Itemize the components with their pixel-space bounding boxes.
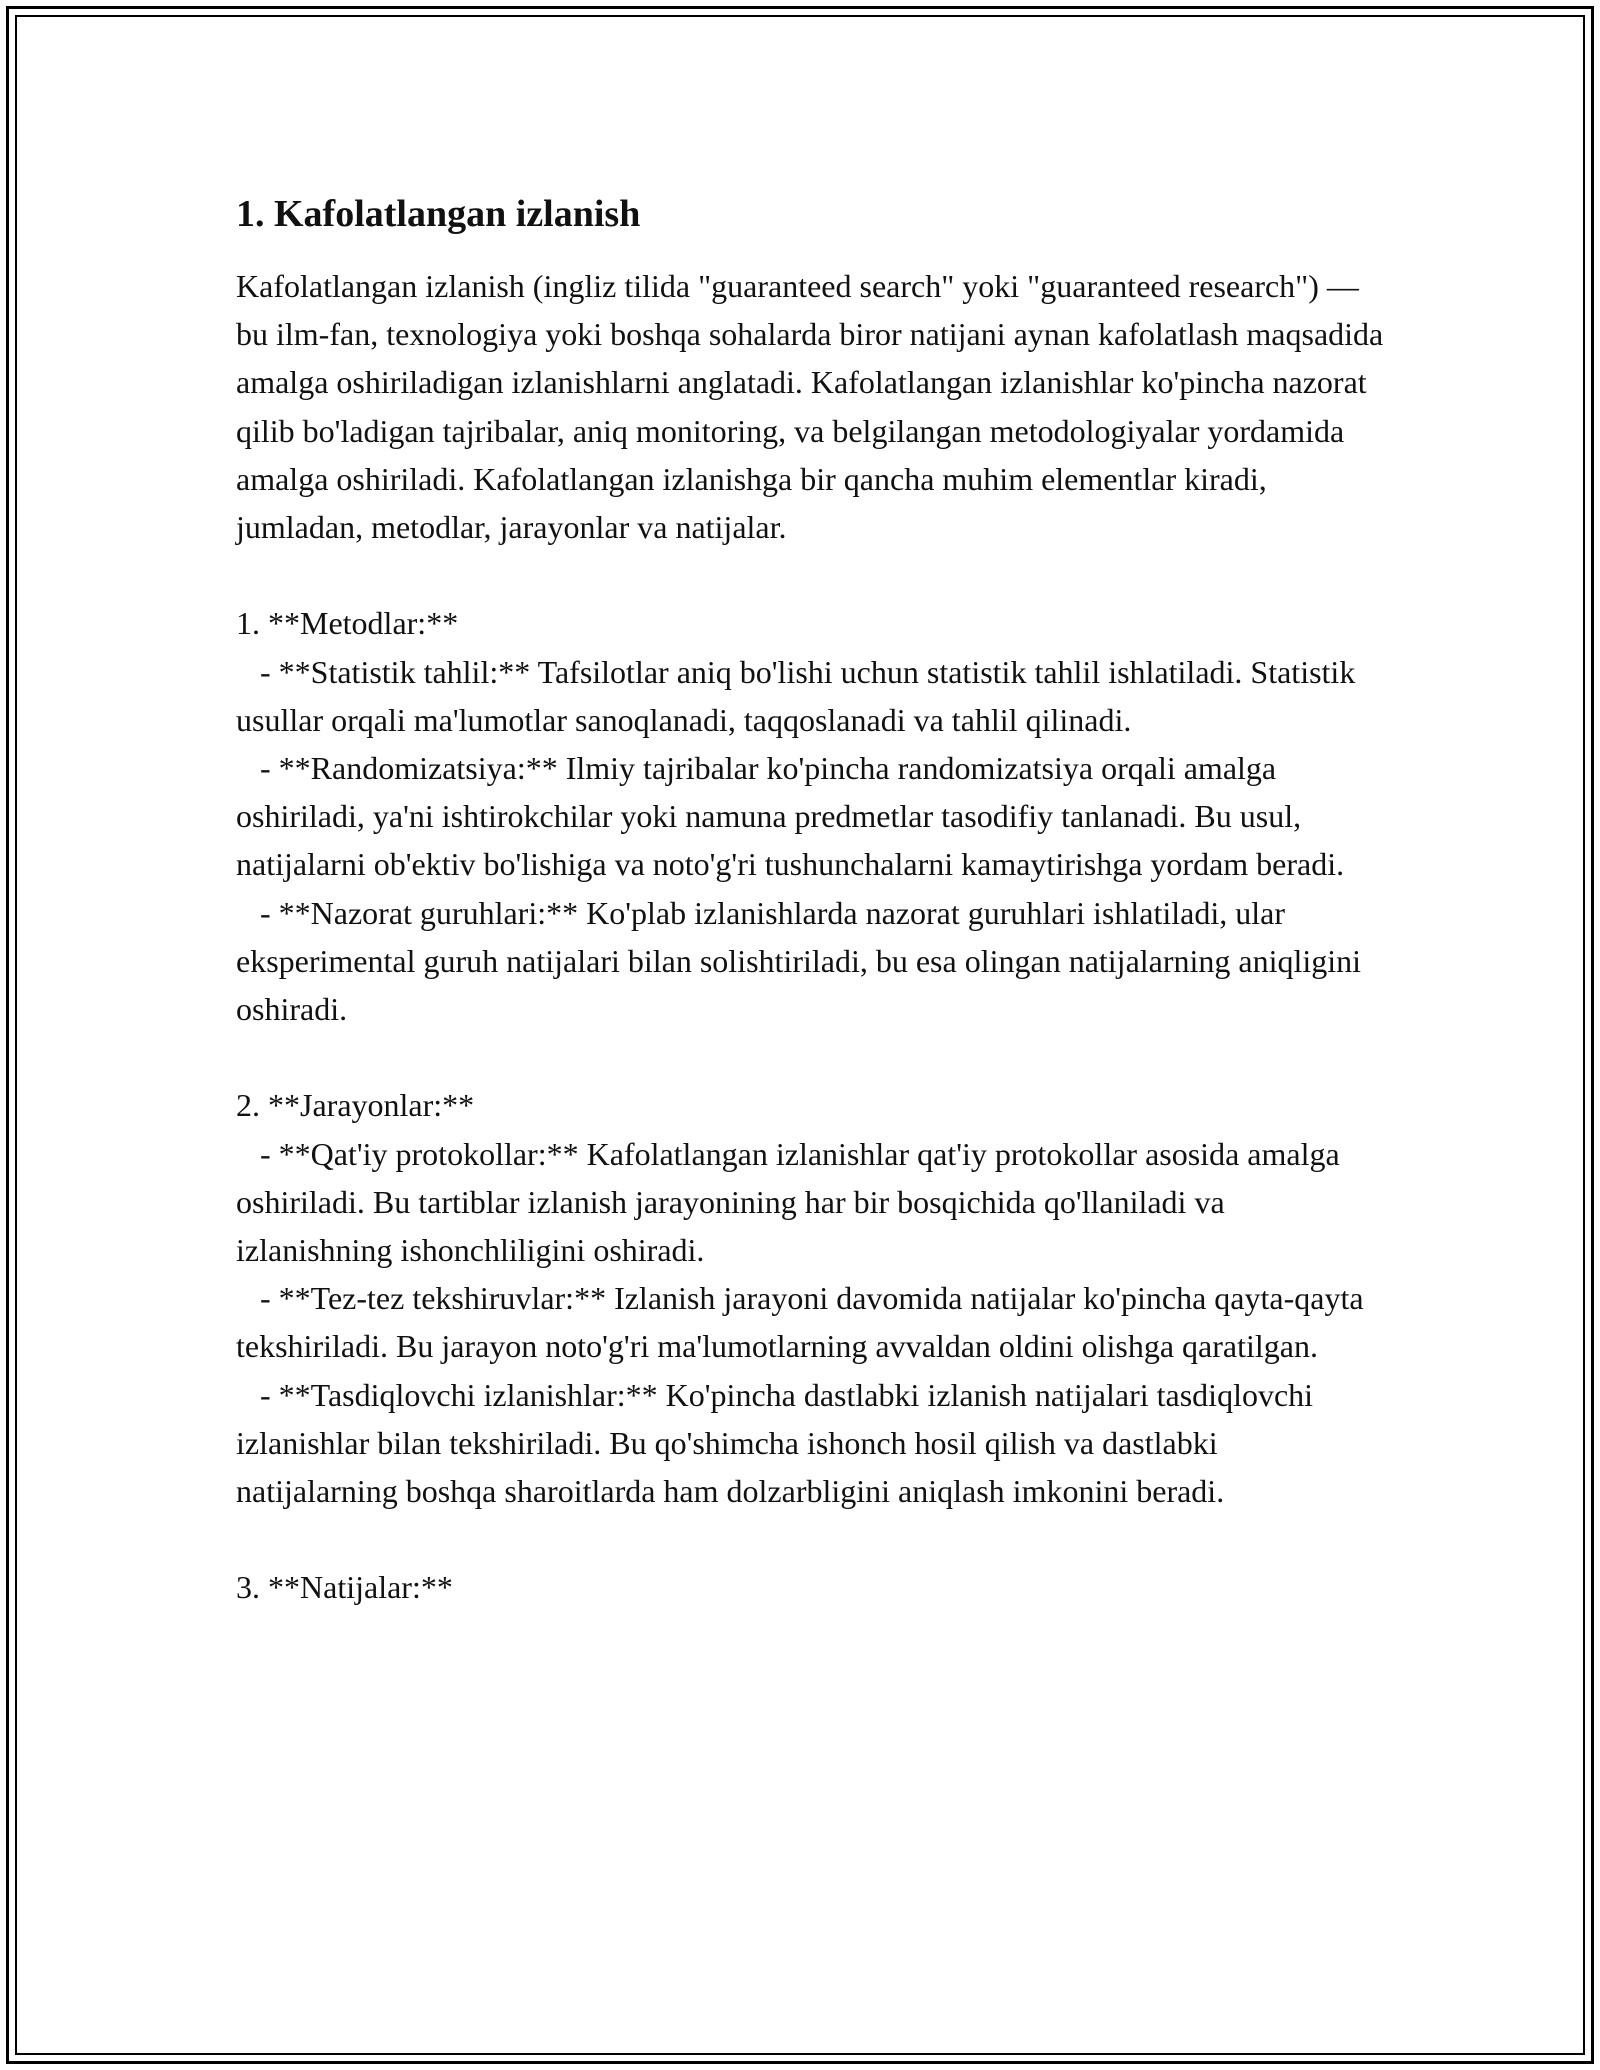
document-body [236,180,1392,1612]
list-item: - **Nazorat guruhlari:** Ko'plab izlanishlarda nazorat guruhlari ishlatiladi, ular eksperimental guruh natijalari bilan solishtiriladi, bu esa olingan natijalarning aniqligini oshiradi. [236,894,1370,1028]
list-item: - **Qat'iy protokollar:** Kafolatlangan izlanishlar qat'iy protokollar asosida amalga oshiriladi. Bu tartiblar izlanish jarayonining har bir bosqichida qo'llaniladi va izlanishning ishonchliligini oshiradi. [236,1135,1348,1269]
document-heading: 1. Kafolatlangan izlanish [236,193,641,235]
spacer [236,551,1386,599]
section-title: 3. **Natijalar:** [236,1569,453,1606]
list-item: - **Randomizatsiya:** Ilmiy tajribalar ko'pincha randomizatsiya orqali amalga oshiriladi, ya'ni ishtirokchilar yoki namuna predmetlar tasodifiy tanlanadi. Bu usul, natijalarni ob'ektiv bo'lishiga va noto'g'ri tushunchalarni kamaytirishga yordam beradi. [236,750,1345,883]
intro-paragraph: Kafolatlangan izlanish (ingliz tilida "guaranteed search" yoki "guaranteed research") — bu ilm-fan, texnologiya yoki boshqa sohalarda biror natijani aynan kafolatlash maqsadida amalga oshiriladigan izlanishlarni anglatadi. Kafolatlangan izlanishlar ko'pincha nazorat qilib bo'ladigan tajribalar, aniq monitoring, va belgilangan metodologiyalar yordamida amalga oshiriladi. Kafolatlangan izlanishga bir qancha muhim elementlar kiradi, jumladan, metodlar, jarayonlar va natijalar. [236,268,1392,546]
section-title: 2. **Jarayonlar:** [236,1087,475,1124]
section-title: 1. **Metodlar:** [236,605,459,642]
section-methods [236,599,1386,1033]
section-processes [236,1081,1386,1515]
list-item: - **Tez-tez tekshiruvlar:** Izlanish jarayoni davomida natijalar ko'pincha qayta-qayta tekshiriladi. Bu jarayon noto'g'ri ma'lumotlarning avvaldan oldini olishga qaratilgan. [236,1280,1372,1365]
list-item: - **Tasdiqlovchi izlanishlar:** Ko'pincha dastlabki izlanish natijalari tasdiqlovchi izlanishlar bilan tekshiriladi. Bu qo'shimcha ishonch hosil qilish va dastlabki natijalarning boshqa sharoitlarda ham dolzarbligini aniqlash imkonini beradi. [236,1376,1322,1510]
spacer [236,1515,1386,1563]
section-results [236,1563,1386,1611]
list-item: - **Statistik tahlil:** Tafsilotlar aniq bo'lishi uchun statistik tahlil ishlatiladi. Statistik usullar orqali ma'lumotlar sanoqlanadi, taqqoslanadi va tahlil qilinadi. [236,653,1364,738]
spacer [236,1033,1386,1081]
